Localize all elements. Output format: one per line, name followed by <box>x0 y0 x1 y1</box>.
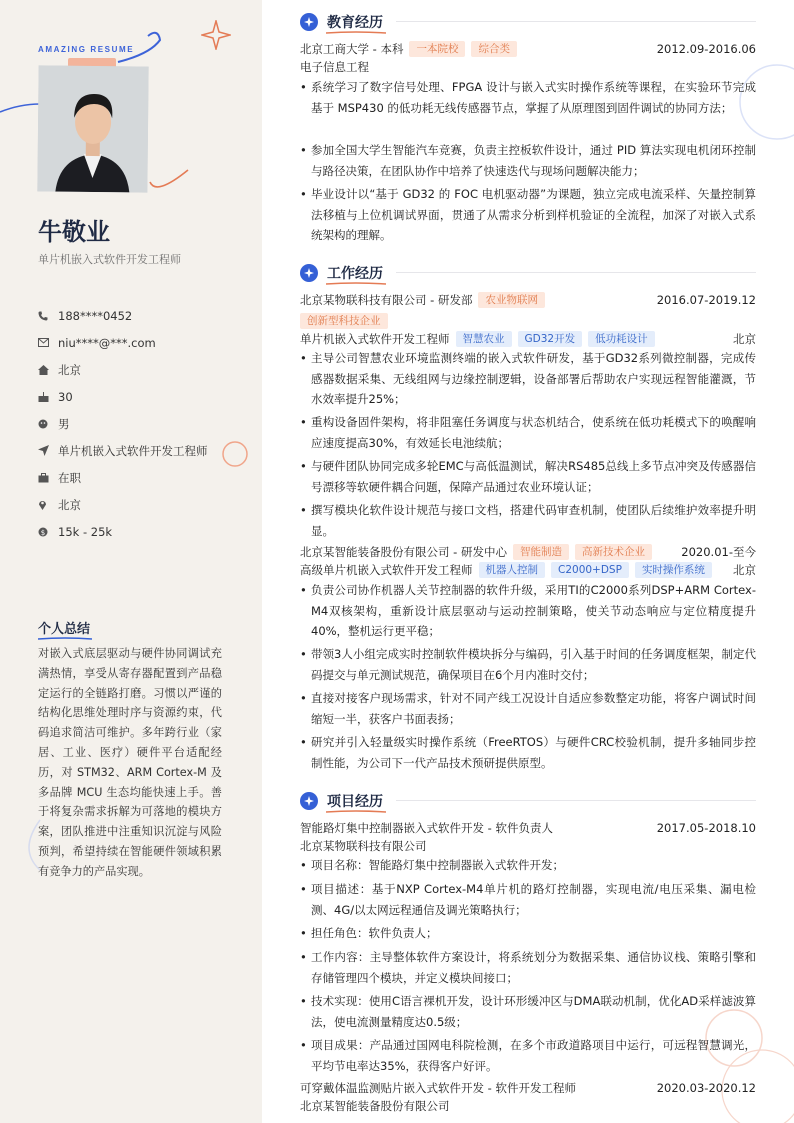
job-company-tags-row <box>300 312 756 330</box>
home-icon <box>38 365 58 375</box>
job-role-row <box>300 330 756 348</box>
list-item: • 毕业设计以“基于 GD32 的 FOC 电机驱动器”为课题，独立完成电流采样、矢量控制算法移植与上位机调试界面，贯通了从需求分析到样机验证的全流程，加深了对嵌入式系统架构的理解。 <box>300 184 756 246</box>
contact-info <box>38 302 248 545</box>
work-heading <box>300 263 383 283</box>
info-phone <box>38 302 248 329</box>
date: 2016.07-2019.12 <box>656 293 756 307</box>
tag: 低功耗设计 <box>588 331 655 347</box>
svg-text:$: $ <box>40 528 46 537</box>
list-item: • 直接对接客户现场需求，针对不同产线工况设计自适应参数整定功能，将客户调试时间缩短一半，获客户书面表扬； <box>300 688 756 729</box>
list-item: • 负责公司协作机器人关节控制器的软件升级，采用TI的C2000系列DSP+ARM Cortex-M4双核架构，重新设计底层驱动与运动控制策略，使关节动态响应与定位精度提升40%，整机运行更平稳； <box>300 580 756 642</box>
divider <box>396 272 756 273</box>
tag: 机器人控制 <box>479 562 546 578</box>
location-icon <box>38 499 58 510</box>
major: 电子信息工程 <box>300 60 369 74</box>
city: 北京 <box>733 563 756 577</box>
job-company-row <box>300 543 756 561</box>
section-title: 项目经历 <box>327 794 383 810</box>
mail-icon <box>38 338 58 347</box>
project-company: 北京某物联科技有限公司 <box>300 839 427 853</box>
tag: 一本院校 <box>409 41 465 57</box>
section-title: 工作经历 <box>327 266 383 282</box>
money-icon <box>38 527 58 537</box>
list-item: • 技术实现：使用C语言裸机开发，设计环形缓冲区与DMA联动机制，优化AD采样滤波算法，使电流测量精度达0.5级； <box>300 991 756 1032</box>
project-title-row <box>300 1079 756 1097</box>
info-text: 在职 <box>58 470 81 485</box>
divider <box>396 800 756 801</box>
heading-underline <box>326 31 386 34</box>
job-role: 单片机嵌入式软件开发工程师 <box>300 332 450 346</box>
star-badge-icon <box>300 13 318 31</box>
main-content <box>262 0 794 1123</box>
tag: 创新型科技企业 <box>300 313 388 329</box>
list-item: • 带领3人小组完成实时控制软件模块拆分与编码，引入基于时间的任务调度框架，制定代码提交与单元测试规范，确保项目在6个月内准时交付； <box>300 644 756 685</box>
info-text: 15k - 25k <box>58 524 113 539</box>
project-company-row <box>300 1097 756 1115</box>
education-row <box>300 40 756 58</box>
info-text: 30 <box>58 389 73 404</box>
avatar <box>37 65 148 192</box>
list-item: • 撰写模块化软件设计规范与接口文档，搭建代码审查机制，使团队后续维护效率提升明显。 <box>300 500 756 541</box>
star-badge-icon <box>300 264 318 282</box>
brand-label: AMAZING RESUME <box>38 45 135 54</box>
project-title-row <box>300 819 756 837</box>
info-text: 男 <box>58 416 70 431</box>
list-item: • 项目名称：智能路灯集中控制器嵌入式软件开发； <box>300 855 756 876</box>
divider <box>396 21 756 22</box>
list-item: • 与硬件团队协同完成多轮EMC与高低温测试，解决RS485总线上多节点冲突及传感器信号漂移等软硬件耦合问题，保障产品通过农业环境认证； <box>300 456 756 497</box>
list-item: • 工作内容：主导整体软件方案设计，将系统划分为数据采集、通信协议栈、策略引擎和存储管理四个模块，并定义模块间接口； <box>300 947 756 988</box>
list-item: • 担任角色：软件负责人； <box>300 923 756 944</box>
briefcase-icon <box>38 473 58 483</box>
city: 北京 <box>733 332 756 346</box>
company-name: 北京某物联科技有限公司 - 研发部 <box>300 293 473 307</box>
job-role-row <box>300 561 756 579</box>
info-position <box>38 437 248 464</box>
heading-underline <box>326 282 386 285</box>
info-age <box>38 383 248 410</box>
cake-icon <box>38 392 58 402</box>
info-text: 单片机嵌入式软件开发工程师 <box>58 443 208 458</box>
education-heading <box>300 12 383 32</box>
list-item: • 参加全国大学生智能汽车竞赛，负责主控板软件设计，通过 PID 算法实现电机闭环控制与路径决策，在团队协作中培养了快速迭代与现场问题解决能力； <box>300 140 756 181</box>
tag: 农业物联网 <box>478 292 545 308</box>
info-text: 北京 <box>58 497 81 512</box>
major-row <box>300 58 756 76</box>
list-item: • 重构设备固件架构，将非阻塞任务调度与状态机结合，使系统在低功耗模式下的唤醒响应速度提高30%，有效延长电池续航； <box>300 412 756 453</box>
tag: GD32开发 <box>518 331 583 347</box>
heading-underline <box>326 810 386 813</box>
tag: 智能制造 <box>513 544 569 560</box>
project-title: 智能路灯集中控制器嵌入式软件开发 - 软件负责人 <box>300 821 553 835</box>
summary-text: 对嵌入式底层驱动与硬件协同调试充满热情，享受从寄存器配置到产品稳定运行的全链路打磨。习惯以严谨的结构化思维处理时序与资源约束，代码追求简洁可维护。多年跨行业（家居、工业、医疗）硬件平台适配经历，对 STM32、ARM Cortex-M 及多品牌 MCU 生态均能快速上手。善于将复杂需求拆解为可落地的模块方案，团队推进中注重知识沉淀与风险预判，希望持续在智能硬件领域积累有竞争力的产品实现。 <box>38 647 222 878</box>
tag: C2000+DSP <box>551 562 629 578</box>
project-title: 可穿戴体温监测贴片嵌入式软件开发 - 软件开发工程师 <box>300 1081 576 1095</box>
list-item: • 主导公司智慧农业环境监测终端的嵌入式软件研发，基于GD32系列微控制器，完成传感器数据采集、无线组网与边缘控制逻辑，设备部署后帮助农户实现远程智能灌溉，节水效率提升25%； <box>300 348 756 410</box>
list-item: • 研究并引入轻量级实时操作系统（FreeRTOS）与硬件CRC校验机制，提升多轴同步控制性能，为公司下一代产品技术预研提供原型。 <box>300 732 756 773</box>
candidate-name: 牛敬业 <box>38 218 110 246</box>
project-company: 北京某智能装备股份有限公司 <box>300 1099 450 1113</box>
send-icon <box>38 445 58 456</box>
star-badge-icon <box>300 792 318 810</box>
summary-underline <box>38 637 92 640</box>
date: 2020.03-2020.12 <box>656 1081 756 1095</box>
list-item: • 项目描述：基于NXP Cortex-M4单片机的路灯控制器，实现电流/电压采集、漏电检测、4G/以太网远程通信及调光策略执行； <box>300 879 756 920</box>
info-salary <box>38 518 248 545</box>
info-text: 北京 <box>58 362 81 377</box>
info-text: 188****0452 <box>58 308 133 323</box>
info-gender <box>38 410 248 437</box>
projects-heading <box>300 791 383 811</box>
tag: 实时操作系统 <box>635 562 712 578</box>
tag: 智慧农业 <box>456 331 512 347</box>
date: 2012.09-2016.06 <box>656 42 756 56</box>
info-email <box>38 329 248 356</box>
tag: 高新技术企业 <box>575 544 652 560</box>
sidebar <box>0 0 262 1123</box>
info-city <box>38 356 248 383</box>
candidate-title: 单片机嵌入式软件开发工程师 <box>38 253 181 266</box>
project-company-row <box>300 837 756 855</box>
phone-icon <box>38 311 58 321</box>
tag: 综合类 <box>471 41 517 57</box>
school-name: 北京工商大学 - 本科 <box>300 42 404 56</box>
info-status <box>38 464 248 491</box>
gender-icon <box>38 419 58 429</box>
sparkle-icon <box>201 20 231 50</box>
info-location <box>38 491 248 518</box>
summary-heading: 个人总结 <box>38 622 91 637</box>
date: 2017.05-2018.10 <box>656 821 756 835</box>
date: 2020.01-至今 <box>681 545 756 559</box>
section-title: 教育经历 <box>327 15 383 31</box>
job-role: 高级单片机嵌入式软件开发工程师 <box>300 563 473 577</box>
list-item: • 系统学习了数字信号处理、FPGA 设计与嵌入式实时操作系统等课程，在实验环节完成基于 MSP430 的低功耗无线传感器节点，掌握了从原理图到固件调试的协同方法； <box>300 77 756 118</box>
company-name: 北京某智能装备股份有限公司 - 研发中心 <box>300 545 507 559</box>
info-text: niu****@***.com <box>58 335 156 350</box>
list-item: • 项目成果：产品通过国网电科院检测，在多个市政道路项目中运行，可远程智慧调光，平均节电率达35%，获得客户好评。 <box>300 1035 756 1076</box>
job-company-row <box>300 291 756 309</box>
